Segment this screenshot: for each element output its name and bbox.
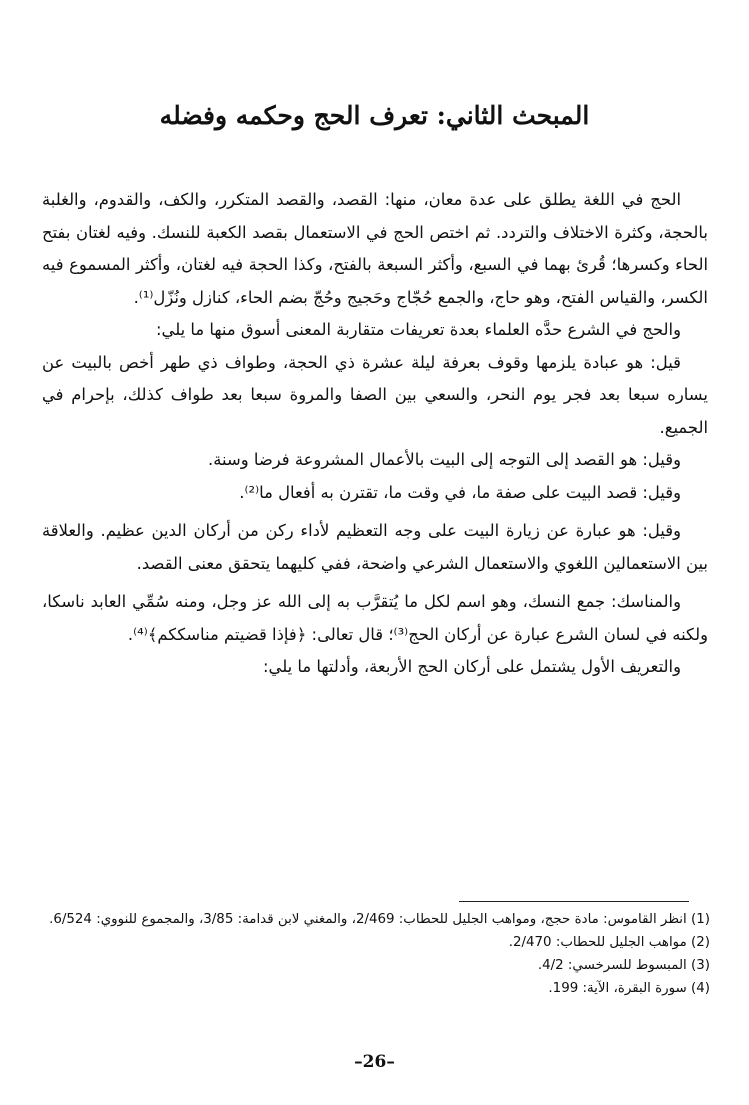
footnote-3: (3) المبسوط للسرخسي: 4/2. <box>537 958 710 973</box>
paragraph-pillars: والتعريف الأول يشتمل على أركان الحج الأربعة، وأدلتها ما يلي: <box>263 657 681 676</box>
paragraph-manasik: والمناسك: جمع النسك، وهو اسم لكل ما يُتقرَّب به إلى الله عز وجل، ومنه سُمِّي العابد ناسكا، ولكنه في لسان الشرع عبارة عن أركان الحج⁽³⁾؛ قال تعالى: ﴿فإذا قضيتم مناسككم﴾⁽⁴⁾. <box>42 592 708 644</box>
paragraph-definition-language: الحج في اللغة يطلق على عدة معان، منها: القصد، والقصد المتكرر، والكف، والقدوم، والغلبة بالحجة، وكثرة الاختلاف والتردد. ثم اختص الحج في الاستعمال بقصد الكعبة للنسك. وفيه لغتان بفتح الحاء وكسرها؛ قُرئ بهما في السبع، وأكثر السبعة بالفتح، وكذا الحجة فيه لغتان، وأكثر المسموع فيه الكسر، والقياس الفتح، وهو حاج، والجمع حُجّاج وحَجيج وحُجّ بضم الحاء، كنازل ونُزّل⁽¹⁾. <box>42 190 708 307</box>
footnote-4: (4) سورة البقرة، الآية: 199. <box>548 981 710 996</box>
page-number: –26– <box>354 1052 395 1072</box>
paragraph-third-definition: وقيل: قصد البيت على صفة ما، في وقت ما، تقترن به أفعال ما⁽²⁾. <box>239 482 681 502</box>
footnote-2: (2) مواهب الجليل للحطاب: 2/470. <box>508 935 710 950</box>
paragraph-definition-shariah: والحج في الشرع حدَّه العلماء بعدة تعريفات متقاربة المعنى أسوق منها ما يلي: <box>156 320 681 339</box>
paragraph-second-definition: وقيل: هو القصد إلى التوجه إلى البيت بالأعمال المشروعة فرضا وسنة. <box>208 450 681 469</box>
footnote-1: (1) انظر القاموس: مادة حجج، ومواهب الجليل للحطاب: 2/469، والمغني لابن قدامة: 3/85، والمجموع للنووي: 6/524. <box>49 912 710 927</box>
footnotes <box>44 908 710 1000</box>
footnote-divider <box>459 901 689 902</box>
body-text <box>42 184 708 684</box>
paragraph-first-definition: قيل: هو عبادة يلزمها وقوف بعرفة ليلة عشرة ذي الحجة، وطواف ذي طهر أخص بالبيت عن يساره سبعا بعد فجر يوم النحر، والسعي بين الصفا والمروة سبعا بعد طواف كذلك، بإحرام في الجميع. <box>42 352 708 437</box>
section-title: المبحث الثاني: تعرف الحج وحكمه وفضله <box>159 101 590 130</box>
paragraph-fourth-definition: وقيل: هو عبارة عن زيارة البيت على وجه التعظيم لأداء ركن من أركان الدين عظيم. والعلاقة بين الاستعمالين اللغوي والاستعمال الشرعي واضحة، ففي كليهما يتحقق معنى القصد. <box>42 521 708 573</box>
